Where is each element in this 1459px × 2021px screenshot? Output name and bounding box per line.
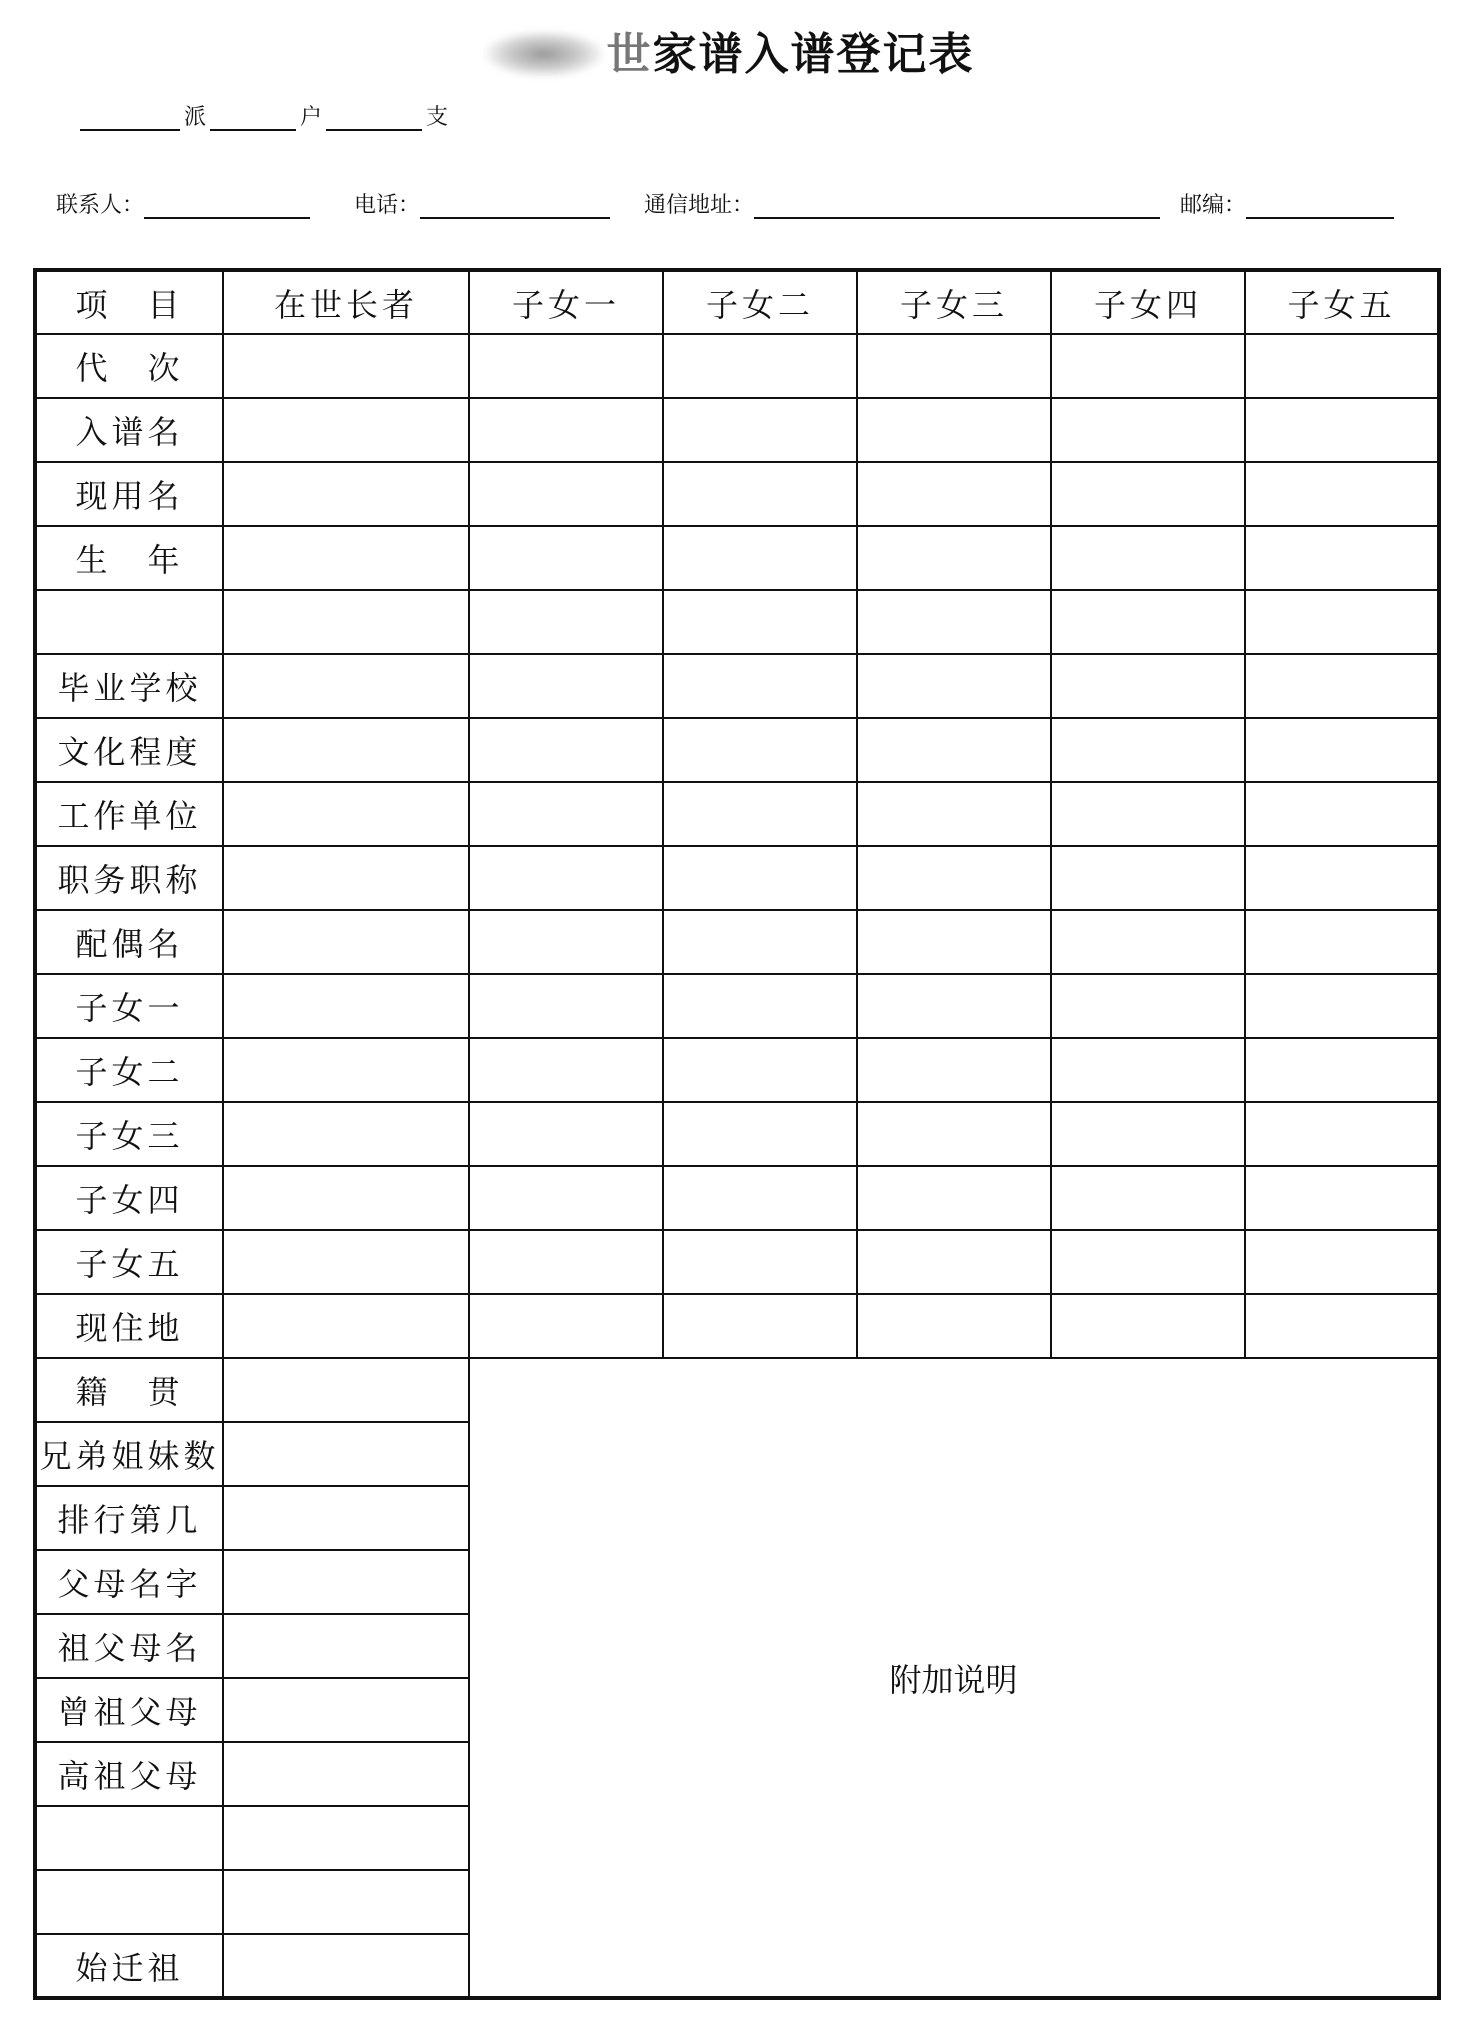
contact-label: 联系人：: [56, 193, 145, 218]
entry-cell[interactable]: [1245, 654, 1439, 718]
row-label: [35, 1806, 223, 1870]
entry-cell[interactable]: [1245, 846, 1439, 910]
table-row: [35, 1294, 1439, 1358]
entry-cell[interactable]: [1245, 782, 1439, 846]
table-row: [35, 462, 1439, 526]
hu-blank[interactable]: [210, 105, 296, 131]
zhi-label: 支: [426, 105, 449, 130]
entry-cell[interactable]: [1051, 1038, 1245, 1102]
column-header: 子女四: [1051, 270, 1245, 334]
entry-cell[interactable]: [1051, 718, 1245, 782]
entry-cell[interactable]: [469, 1166, 663, 1230]
entry-cell[interactable]: [1245, 590, 1439, 654]
entry-cell[interactable]: [223, 462, 469, 526]
entry-cell[interactable]: [469, 910, 663, 974]
entry-cell[interactable]: [1245, 398, 1439, 462]
entry-cell[interactable]: [857, 654, 1051, 718]
notes-area[interactable]: [469, 1358, 1439, 1998]
entry-cell[interactable]: [857, 590, 1051, 654]
row-label: [35, 1870, 223, 1934]
entry-cell[interactable]: [223, 654, 469, 718]
entry-cell[interactable]: [663, 334, 857, 398]
contact-blank[interactable]: [144, 193, 310, 219]
entry-cell[interactable]: [469, 398, 663, 462]
column-header: 子女一: [469, 270, 663, 334]
entry-cell[interactable]: [857, 782, 1051, 846]
entry-cell[interactable]: [1051, 398, 1245, 462]
entry-cell[interactable]: [469, 974, 663, 1038]
row-label: 子女二: [35, 1038, 223, 1102]
row-label: 籍 贯: [35, 1358, 223, 1422]
table-row: [35, 782, 1439, 846]
row-label: 现用名: [35, 462, 223, 526]
entry-cell[interactable]: [223, 1358, 469, 1422]
entry-cell[interactable]: [469, 462, 663, 526]
entry-cell[interactable]: [223, 1934, 469, 1998]
table-row: [35, 1358, 1439, 1422]
entry-cell[interactable]: [1051, 782, 1245, 846]
pai-blank[interactable]: [80, 105, 180, 131]
entry-cell[interactable]: [1245, 910, 1439, 974]
row-label: 父母名字: [35, 1550, 223, 1614]
entry-cell[interactable]: [469, 654, 663, 718]
entry-cell[interactable]: [469, 846, 663, 910]
entry-cell[interactable]: [663, 718, 857, 782]
entry-cell[interactable]: [857, 398, 1051, 462]
row-label: 文化程度: [35, 718, 223, 782]
title-main: 家谱入谱登记表: [652, 29, 975, 80]
column-header: 子女二: [663, 270, 857, 334]
entry-cell[interactable]: [469, 334, 663, 398]
entry-cell[interactable]: [223, 526, 469, 590]
row-label: 生 年: [35, 526, 223, 590]
entry-cell[interactable]: [663, 398, 857, 462]
registration-table: [33, 268, 1441, 2000]
table-row: [35, 1166, 1439, 1230]
entry-cell[interactable]: [857, 1038, 1051, 1102]
table-row: [35, 718, 1439, 782]
entry-cell[interactable]: [1051, 1294, 1245, 1358]
postcode-blank[interactable]: [1246, 193, 1394, 219]
entry-cell[interactable]: [1245, 1166, 1439, 1230]
row-label: [35, 590, 223, 654]
row-label: 始迁祖: [35, 1934, 223, 1998]
entry-cell[interactable]: [1051, 1102, 1245, 1166]
row-label: 兄弟姐妹数: [35, 1422, 223, 1486]
entry-cell[interactable]: [223, 1102, 469, 1166]
entry-cell[interactable]: [469, 1038, 663, 1102]
entry-cell[interactable]: [857, 1166, 1051, 1230]
entry-cell[interactable]: [857, 718, 1051, 782]
table-row: [35, 1038, 1439, 1102]
entry-cell[interactable]: [1051, 1166, 1245, 1230]
entry-cell[interactable]: [223, 910, 469, 974]
row-label: 工作单位: [35, 782, 223, 846]
row-label: 高祖父母: [35, 1742, 223, 1806]
entry-cell[interactable]: [223, 590, 469, 654]
entry-cell[interactable]: [857, 846, 1051, 910]
entry-cell[interactable]: [1051, 462, 1245, 526]
entry-cell[interactable]: [857, 1102, 1051, 1166]
entry-cell[interactable]: [223, 1422, 469, 1486]
table-row: [35, 974, 1439, 1038]
entry-cell[interactable]: [663, 910, 857, 974]
entry-cell[interactable]: [223, 398, 469, 462]
entry-cell[interactable]: [663, 1294, 857, 1358]
entry-cell[interactable]: [469, 1294, 663, 1358]
entry-cell[interactable]: [223, 782, 469, 846]
table-row: [35, 846, 1439, 910]
row-label: 代 次: [35, 334, 223, 398]
entry-cell[interactable]: [1245, 1038, 1439, 1102]
table-row: [35, 654, 1439, 718]
entry-cell[interactable]: [223, 1614, 469, 1678]
entry-cell[interactable]: [223, 1486, 469, 1550]
entry-cell[interactable]: [1245, 526, 1439, 590]
column-header: 子女三: [857, 270, 1051, 334]
table-row: [35, 910, 1439, 974]
entry-cell[interactable]: [857, 334, 1051, 398]
entry-cell[interactable]: [223, 718, 469, 782]
entry-cell[interactable]: [223, 1550, 469, 1614]
entry-cell[interactable]: [1051, 1230, 1245, 1294]
entry-cell[interactable]: [469, 1230, 663, 1294]
row-label: 子女一: [35, 974, 223, 1038]
entry-cell[interactable]: [469, 1102, 663, 1166]
entry-cell[interactable]: [223, 1294, 469, 1358]
entry-cell[interactable]: [663, 526, 857, 590]
form-title: [0, 18, 1459, 82]
entry-cell[interactable]: [1245, 1294, 1439, 1358]
column-header: 在世长者: [223, 270, 469, 334]
notes-label: 附加说明: [889, 1660, 1018, 1699]
row-label: 排行第几: [35, 1486, 223, 1550]
entry-cell[interactable]: [1051, 590, 1245, 654]
row-label: 子女三: [35, 1102, 223, 1166]
postcode-label: 邮编：: [1180, 193, 1247, 218]
entry-cell[interactable]: [1245, 462, 1439, 526]
row-label: 毕业学校: [35, 654, 223, 718]
table-row: [35, 526, 1439, 590]
entry-cell[interactable]: [469, 526, 663, 590]
entry-cell[interactable]: [857, 1294, 1051, 1358]
row-label: 子女四: [35, 1166, 223, 1230]
entry-cell[interactable]: [663, 1038, 857, 1102]
address-label: 通信地址：: [644, 193, 755, 218]
phone-blank[interactable]: [420, 193, 610, 219]
entry-cell[interactable]: [1051, 654, 1245, 718]
table-row: [35, 398, 1439, 462]
table-row: [35, 334, 1439, 398]
entry-cell[interactable]: [223, 974, 469, 1038]
entry-cell[interactable]: [223, 1038, 469, 1102]
row-label: 入谱名: [35, 398, 223, 462]
address-blank[interactable]: [754, 193, 1160, 219]
header-row: [35, 270, 1439, 334]
phone-label: 电话：: [354, 193, 421, 218]
entry-cell[interactable]: [663, 974, 857, 1038]
entry-cell[interactable]: [469, 782, 663, 846]
entry-cell[interactable]: [223, 334, 469, 398]
entry-cell[interactable]: [663, 782, 857, 846]
entry-cell[interactable]: [223, 1166, 469, 1230]
zhi-blank[interactable]: [326, 105, 422, 131]
row-label: 子女五: [35, 1230, 223, 1294]
hu-label: 户: [300, 105, 323, 130]
entry-cell[interactable]: [469, 590, 663, 654]
entry-cell[interactable]: [1245, 718, 1439, 782]
entry-cell[interactable]: [1245, 974, 1439, 1038]
entry-cell[interactable]: [223, 1678, 469, 1742]
row-label: 职务职称: [35, 846, 223, 910]
row-label: 曾祖父母: [35, 1678, 223, 1742]
entry-cell[interactable]: [1051, 846, 1245, 910]
title-prefix: 世: [606, 29, 653, 80]
entry-cell[interactable]: [663, 1230, 857, 1294]
entry-cell[interactable]: [663, 462, 857, 526]
entry-cell[interactable]: [1051, 334, 1245, 398]
entry-cell[interactable]: [857, 974, 1051, 1038]
table-row: [35, 1230, 1439, 1294]
entry-cell[interactable]: [1245, 334, 1439, 398]
blurred-surname-mark: [485, 31, 603, 77]
pai-label: 派: [184, 105, 207, 130]
entry-cell[interactable]: [1245, 1102, 1439, 1166]
entry-cell[interactable]: [663, 846, 857, 910]
entry-cell[interactable]: [469, 718, 663, 782]
table-row: [35, 590, 1439, 654]
entry-cell[interactable]: [1245, 1230, 1439, 1294]
entry-cell[interactable]: [663, 1166, 857, 1230]
entry-cell[interactable]: [857, 462, 1051, 526]
entry-cell[interactable]: [1051, 526, 1245, 590]
entry-cell[interactable]: [1051, 974, 1245, 1038]
entry-cell[interactable]: [223, 1806, 469, 1870]
entry-cell[interactable]: [857, 1230, 1051, 1294]
entry-cell[interactable]: [223, 1742, 469, 1806]
row-label: 祖父母名: [35, 1614, 223, 1678]
entry-cell[interactable]: [857, 910, 1051, 974]
entry-cell[interactable]: [663, 654, 857, 718]
table-row: [35, 1102, 1439, 1166]
entry-cell[interactable]: [663, 590, 857, 654]
column-header: 子女五: [1245, 270, 1439, 334]
entry-cell[interactable]: [223, 846, 469, 910]
column-header: 项 目: [35, 270, 223, 334]
entry-cell[interactable]: [223, 1230, 469, 1294]
entry-cell[interactable]: [663, 1102, 857, 1166]
row-label: 现住地: [35, 1294, 223, 1358]
row-label: 配偶名: [35, 910, 223, 974]
entry-cell[interactable]: [857, 526, 1051, 590]
contact-line: [56, 188, 1394, 219]
lineage-line: [80, 100, 452, 131]
entry-cell[interactable]: [223, 1870, 469, 1934]
entry-cell[interactable]: [1051, 910, 1245, 974]
